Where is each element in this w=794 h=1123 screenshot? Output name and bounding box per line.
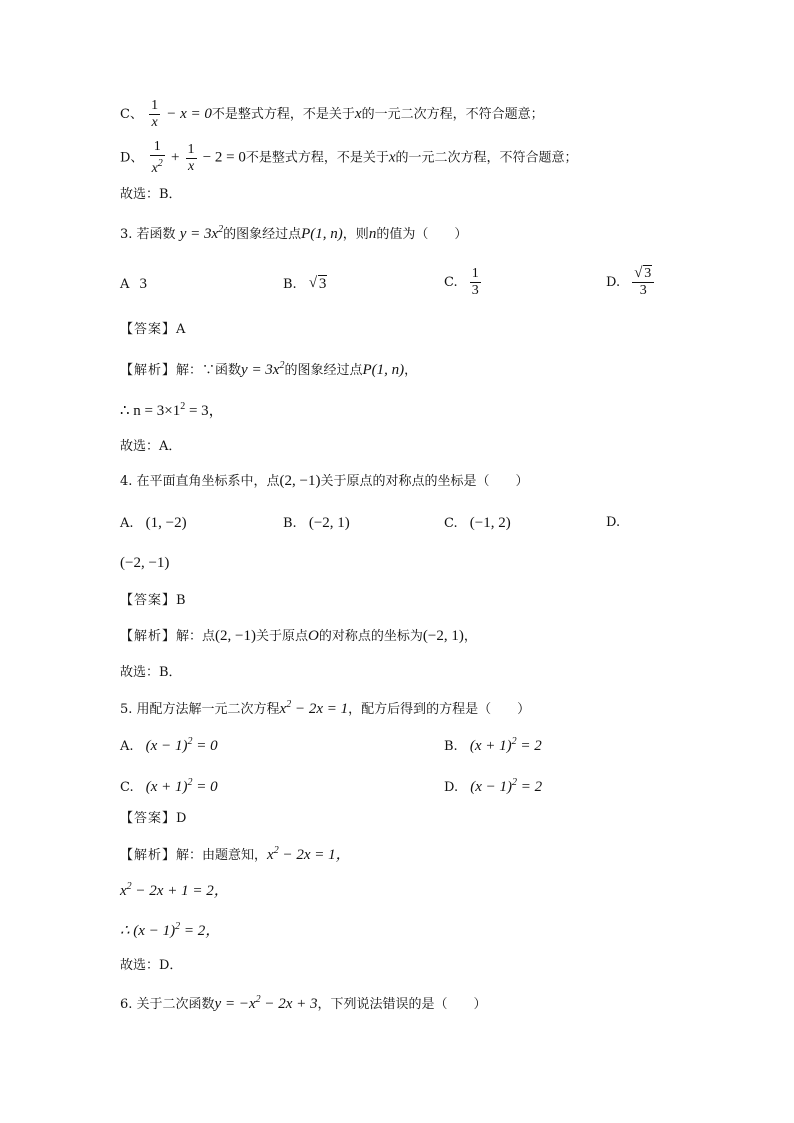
answer-tag: 【答案】 <box>120 811 177 826</box>
q5-step2 <box>120 917 220 941</box>
text: 的对称点的坐标为 <box>318 629 423 644</box>
option-value: (−2, 1) <box>308 515 350 531</box>
sqrt <box>309 273 328 295</box>
fraction <box>150 139 165 177</box>
option-value <box>470 779 542 795</box>
option-label: C、 <box>120 107 143 122</box>
math-expression: − 2x + 1 = 2， <box>131 883 229 899</box>
math-point: (2, −1) <box>279 473 321 489</box>
q4-option-c <box>444 512 511 535</box>
fraction-numerator: 1 <box>151 98 159 113</box>
text: 的图象经过点 <box>223 227 302 242</box>
math-expression: = 0 <box>192 738 218 754</box>
q3-option-b <box>283 273 327 296</box>
question-5-stem <box>120 695 530 720</box>
math-expression <box>267 847 351 863</box>
math-point: P(1, n) <box>301 226 343 242</box>
exponent: 2 <box>279 360 285 371</box>
option-value <box>146 738 218 754</box>
fraction-denominator: 3 <box>632 282 654 299</box>
text: 6. 关于二次函数 <box>120 997 215 1012</box>
text: 的一元二次方程，不符合题意； <box>395 150 578 166</box>
option-label: C. <box>444 275 458 290</box>
sqrt-icon: √ <box>308 275 318 291</box>
text: 的一元二次方程，不符合题意； <box>361 107 544 122</box>
math-var: x <box>388 149 396 166</box>
math-var: n <box>368 226 377 242</box>
exponent: 2 <box>255 994 261 1005</box>
radicand: 3 <box>318 276 327 292</box>
option-label: B. <box>283 277 297 292</box>
fraction <box>470 266 481 299</box>
question-3-stem <box>120 220 467 245</box>
analysis-tag: 【解析】 <box>120 629 177 644</box>
question-4-stem <box>120 471 529 492</box>
math-expression: = 3， <box>185 403 224 419</box>
math-expression: = 2 <box>517 779 543 795</box>
math-expression: − 2x = 1 <box>291 701 349 717</box>
math-var: x <box>279 701 287 717</box>
math-var: x <box>151 161 158 176</box>
math-func: y = 3x <box>241 362 280 378</box>
fraction <box>149 98 160 131</box>
math-expression: − x = 0 <box>166 106 212 122</box>
q5-option-c <box>120 772 218 799</box>
text: ，则 <box>342 227 369 242</box>
analysis-tag: 【解析】 <box>120 848 177 863</box>
option-value: 3 <box>139 276 148 292</box>
math-var: x <box>267 847 274 863</box>
text: 解：由题意知， <box>176 848 268 863</box>
fraction-denominator: 3 <box>471 283 479 298</box>
q3-option-c <box>444 266 483 299</box>
option-value: (−1, 2) <box>469 515 511 531</box>
option-label: D. <box>606 515 621 530</box>
exponent: 2 <box>286 699 292 710</box>
exponent: 2 <box>273 845 279 856</box>
math-var: O <box>308 628 319 644</box>
option-label: A. <box>120 739 134 754</box>
q4-analysis <box>120 626 477 647</box>
math-var: x <box>120 883 127 899</box>
q3-option-a <box>120 273 147 296</box>
math-expression: − 2x + 3 <box>260 996 318 1012</box>
exponent: 2 <box>512 777 518 788</box>
q3-calc <box>120 397 224 421</box>
q4-option-d-label <box>606 512 620 534</box>
option-label: A. <box>120 516 134 531</box>
q3-analysis <box>120 356 417 381</box>
option-label: D. <box>444 780 459 795</box>
text: 不是整式方程，不是关于 <box>211 107 355 122</box>
math-expression: (x − 1) <box>145 738 188 754</box>
fraction-denominator: x <box>186 158 197 175</box>
text: 解：点 <box>176 629 216 644</box>
text: 关于原点 <box>255 629 308 644</box>
math-expression: − 2 = 0 <box>202 149 246 166</box>
q3-choice: 故选：A． <box>120 439 182 454</box>
q5-answer <box>120 809 186 829</box>
text: 关于原点的对称点的坐标是（ ） <box>320 474 529 489</box>
q5-option-b <box>444 731 542 758</box>
option-label: D、 <box>120 150 144 166</box>
text: ，下列说法错误的是（ ） <box>317 997 487 1012</box>
answer-value: A <box>176 322 186 337</box>
text: 解：∵函数 <box>176 363 242 378</box>
analysis-tag: 【解析】 <box>120 363 177 378</box>
exponent: 2 <box>126 881 132 892</box>
radicand: 3 <box>644 266 652 281</box>
q4-option-b <box>283 512 350 535</box>
fraction-denominator: x <box>149 114 160 131</box>
math-expression: − 2x = 1， <box>278 847 351 863</box>
option-label: B. <box>444 739 458 754</box>
math-expression: = 0 <box>192 779 218 795</box>
exponent: 2 <box>187 736 193 747</box>
q4-option-a <box>120 512 187 535</box>
math-expression: ∴ n = 3×1 <box>120 403 181 419</box>
math-func: y = −x <box>214 996 256 1012</box>
choice-q2: 故选：B． <box>120 187 182 202</box>
option-label: A <box>120 277 130 292</box>
fraction-denominator <box>150 155 165 177</box>
option-c-prev <box>120 98 544 131</box>
exponent: 2 <box>175 921 181 932</box>
answer-value: B <box>176 593 186 608</box>
math-point: (2, −1) <box>215 628 256 644</box>
math-expression: ∴ (x − 1) <box>120 923 176 939</box>
text: ， <box>404 363 418 378</box>
math-expression: = 2 <box>516 738 542 754</box>
option-label: B. <box>283 516 297 531</box>
math-func: y = 3x <box>179 226 219 242</box>
exponent: 2 <box>180 401 186 412</box>
text: 的图象经过点 <box>284 363 363 378</box>
text: 3. 若函数 <box>120 227 176 242</box>
q5-option-a <box>120 731 218 758</box>
math-expression: = 2， <box>180 923 221 939</box>
q5-analysis <box>120 841 351 866</box>
option-value: (1, −2) <box>145 515 187 531</box>
math-point: (−2, 1) <box>422 628 464 644</box>
exponent: 2 <box>511 736 517 747</box>
text: ， <box>463 629 477 644</box>
exponent: 2 <box>157 158 163 169</box>
q5-option-d <box>444 772 542 799</box>
q4-choice: 故选：B． <box>120 665 182 680</box>
option-value <box>470 738 542 754</box>
q5-choice: 故选：D． <box>120 958 183 973</box>
q3-answer <box>120 320 185 340</box>
exponent: 2 <box>218 224 224 235</box>
text: 的值为（ ） <box>376 227 468 242</box>
math-expression <box>280 701 349 717</box>
answer-value: D <box>176 811 187 826</box>
text: ，配方后得到的方程是（ ） <box>348 702 531 717</box>
math-point: P(1, n) <box>362 362 405 378</box>
option-label: C. <box>120 780 134 795</box>
math-expression: (x + 1) <box>469 738 512 754</box>
option-label: D. <box>606 275 621 290</box>
math-expression <box>215 996 318 1012</box>
q4-option-d-value: (−2, −1) <box>120 555 170 571</box>
q3-option-d <box>606 266 656 299</box>
q4-answer <box>120 591 186 611</box>
text: 5. 用配方法解一元二次方程 <box>120 702 280 717</box>
fraction <box>186 142 197 175</box>
fraction-numerator: 1 <box>471 266 479 281</box>
math-operator: + <box>170 149 180 166</box>
math-expression: (x + 1) <box>145 779 188 795</box>
answer-tag: 【答案】 <box>120 593 177 608</box>
math-expression <box>241 362 284 378</box>
math-expression: (x − 1) <box>470 779 513 795</box>
sqrt-icon: √ <box>634 265 643 281</box>
option-value <box>146 779 218 795</box>
text: 不是整式方程，不是关于 <box>245 150 389 166</box>
answer-tag: 【答案】 <box>120 322 177 337</box>
fraction-numerator: 1 <box>187 141 195 157</box>
exponent: 2 <box>187 777 193 788</box>
option-d-prev <box>120 139 578 177</box>
fraction <box>632 266 654 299</box>
math-expression <box>180 226 223 242</box>
fraction-numerator <box>632 266 654 282</box>
question-6-stem <box>120 990 487 1015</box>
text: 4. 在平面直角坐标系中，点 <box>120 474 280 489</box>
option-label: C. <box>444 516 458 531</box>
fraction-numerator: 1 <box>153 139 161 154</box>
q5-step1 <box>120 877 229 901</box>
math-var: x <box>354 106 362 122</box>
